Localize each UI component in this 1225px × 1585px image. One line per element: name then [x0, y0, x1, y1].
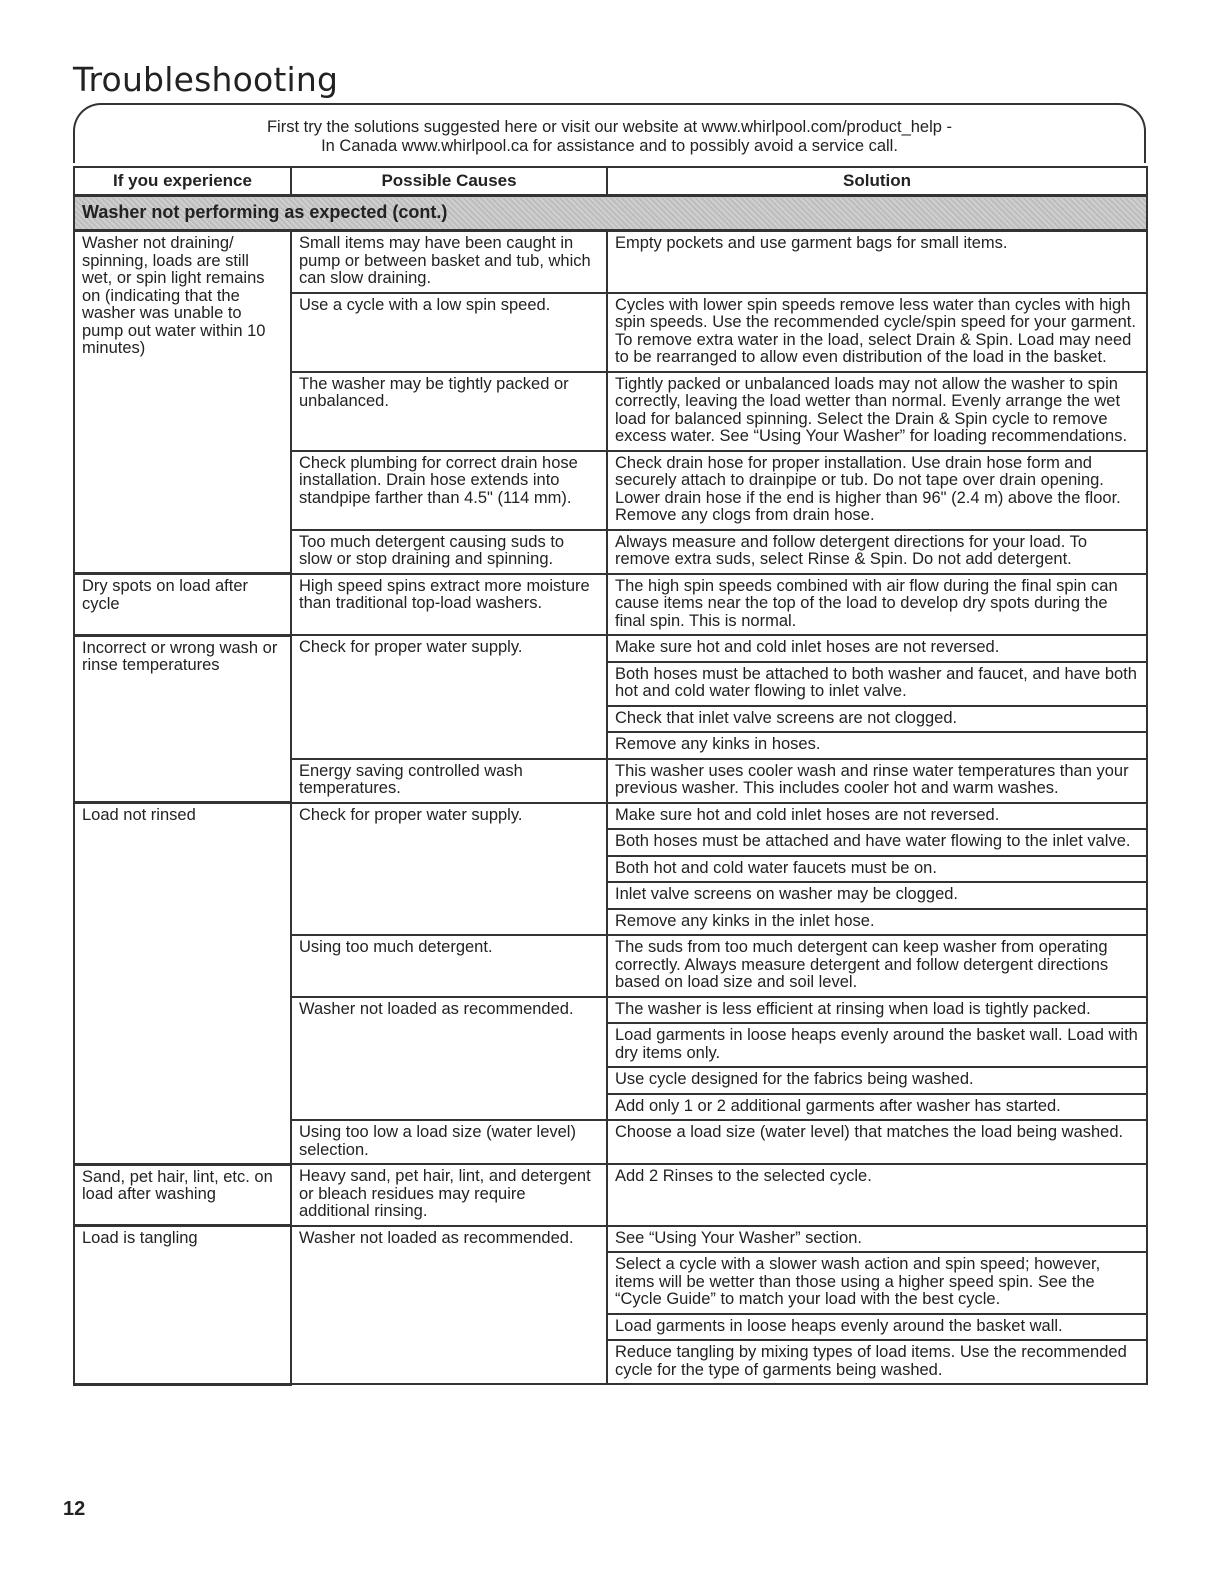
solution-cell: Both hot and cold water faucets must be on. [607, 856, 1147, 883]
table-row [74, 1164, 1147, 1226]
header-experience: If you experience [74, 167, 291, 196]
cause-cell: Check plumbing for correct drain hose installation. Drain hose extends into standpipe farther than 4.5" (114 mm). [291, 451, 607, 530]
solution-cell: Always measure and follow detergent directions for your load. To remove extra suds, select Rinse & Spin. Do not add detergent. [607, 530, 1147, 574]
solution-cell: Load garments in loose heaps evenly around the basket wall. Load with dry items only. [607, 1023, 1147, 1067]
cause-cell: Washer not loaded as recommended. [291, 1226, 607, 1385]
cause-cell: High speed spins extract more moisture than traditional top-load washers. [291, 574, 607, 636]
table-row [74, 1226, 1147, 1253]
solution-cell: The suds from too much detergent can keep washer from operating correctly. Always measure detergent and follow detergent directions based on load size and soil level. [607, 935, 1147, 997]
solution-cell: Check drain hose for proper installation. Use drain hose form and securely attach to drainpipe or tub. Do not tape over drain opening. Lower drain hose if the end is higher than 96" (2.4 m) above the floor. Remove any clogs from drain hose. [607, 451, 1147, 530]
cause-cell: Heavy sand, pet hair, lint, and detergent or bleach residues may require additional rinsing. [291, 1164, 607, 1226]
solution-cell: The high spin speeds combined with air flow during the final spin can cause items near the top of the load to develop dry spots during the final spin. This is normal. [607, 574, 1147, 636]
solution-cell: Remove any kinks in hoses. [607, 732, 1147, 759]
solution-cell: The washer is less efficient at rinsing when load is tightly packed. [607, 997, 1147, 1024]
solution-cell: Remove any kinks in the inlet hose. [607, 909, 1147, 936]
solution-cell: This washer uses cooler wash and rinse water temperatures than your previous washer. This includes cooler hot and warm washes. [607, 759, 1147, 803]
solution-cell: Check that inlet valve screens are not clogged. [607, 706, 1147, 733]
intro-line-1: First try the solutions suggested here or visit our website at www.whirlpool.com/product_help - [266, 118, 953, 136]
solution-cell: Inlet valve screens on washer may be clogged. [607, 882, 1147, 909]
cause-cell: Using too low a load size (water level) selection. [291, 1120, 607, 1164]
intro-line-2: In Canada www.whirlpool.ca for assistance and to possibly avoid a service call. [321, 137, 898, 155]
header-solution: Solution [607, 167, 1147, 196]
experience-cell: Load not rinsed [74, 803, 291, 1165]
cause-cell: Check for proper water supply. [291, 635, 607, 759]
page-title: Troubleshooting [73, 60, 339, 99]
cause-cell: Too much detergent causing suds to slow or stop draining and spinning. [291, 530, 607, 574]
experience-cell: Washer not draining/ spinning, loads are still wet, or spin light remains on (indicating that the washer was unable to pump out water within 10 minutes) [74, 231, 291, 574]
cause-cell: Check for proper water supply. [291, 803, 607, 936]
solution-cell: Make sure hot and cold inlet hoses are not reversed. [607, 803, 1147, 830]
cause-cell: The washer may be tightly packed or unbalanced. [291, 372, 607, 451]
solution-cell: Add only 1 or 2 additional garments after washer has started. [607, 1094, 1147, 1121]
solution-cell: Choose a load size (water level) that matches the load being washed. [607, 1120, 1147, 1164]
experience-cell: Sand, pet hair, lint, etc. on load after washing [74, 1164, 291, 1226]
solution-cell: Both hoses must be attached and have water flowing to the inlet valve. [607, 829, 1147, 856]
solution-cell: Empty pockets and use garment bags for small items. [607, 231, 1147, 293]
intro-text [73, 118, 1146, 156]
solution-cell: See “Using Your Washer” section. [607, 1226, 1147, 1253]
troubleshooting-table [73, 166, 1148, 1386]
solution-cell: Make sure hot and cold inlet hoses are not reversed. [607, 635, 1147, 662]
solution-cell: Add 2 Rinses to the selected cycle. [607, 1164, 1147, 1226]
table-row [74, 803, 1147, 830]
cause-cell: Use a cycle with a low spin speed. [291, 293, 607, 372]
page-number: 12 [63, 1498, 86, 1520]
section-title: Washer not performing as expected (cont.) [74, 196, 1147, 231]
header-causes: Possible Causes [291, 167, 607, 196]
section-row [74, 196, 1147, 231]
table-row [74, 231, 1147, 293]
cause-cell: Washer not loaded as recommended. [291, 997, 607, 1121]
solution-cell: Both hoses must be attached to both washer and faucet, and have both hot and cold water flowing to inlet valve. [607, 662, 1147, 706]
solution-cell: Use cycle designed for the fabrics being washed. [607, 1067, 1147, 1094]
experience-cell: Incorrect or wrong wash or rinse temperatures [74, 635, 291, 803]
experience-cell: Dry spots on load after cycle [74, 574, 291, 636]
solution-cell: Load garments in loose heaps evenly around the basket wall. [607, 1314, 1147, 1341]
table-row [74, 574, 1147, 636]
solution-cell: Reduce tangling by mixing types of load items. Use the recommended cycle for the type of garments being washed. [607, 1340, 1147, 1384]
table-row [74, 635, 1147, 662]
cause-cell: Energy saving controlled wash temperatures. [291, 759, 607, 803]
cause-cell: Small items may have been caught in pump or between basket and tub, which can slow draining. [291, 231, 607, 293]
experience-cell: Load is tangling [74, 1226, 291, 1385]
solution-cell: Tightly packed or unbalanced loads may not allow the washer to spin correctly, leaving the load wetter than normal. Evenly arrange the wet load for balanced spinning. Select the Drain & Spin cycle to remove excess water. See “Using Your Washer” for loading recommendations. [607, 372, 1147, 451]
cause-cell: Using too much detergent. [291, 935, 607, 997]
solution-cell: Cycles with lower spin speeds remove less water than cycles with high spin speeds. Use the recommended cycle/spin speed for your garment. To remove extra water in the load, select Drain & Spin. Load may need to be rearranged to allow even distribution of the load in the basket. [607, 293, 1147, 372]
solution-cell: Select a cycle with a slower wash action and spin speed; however, items will be wetter than those using a higher speed spin. See the “Cycle Guide” to match your load with the best cycle. [607, 1252, 1147, 1314]
header-row [74, 167, 1147, 196]
